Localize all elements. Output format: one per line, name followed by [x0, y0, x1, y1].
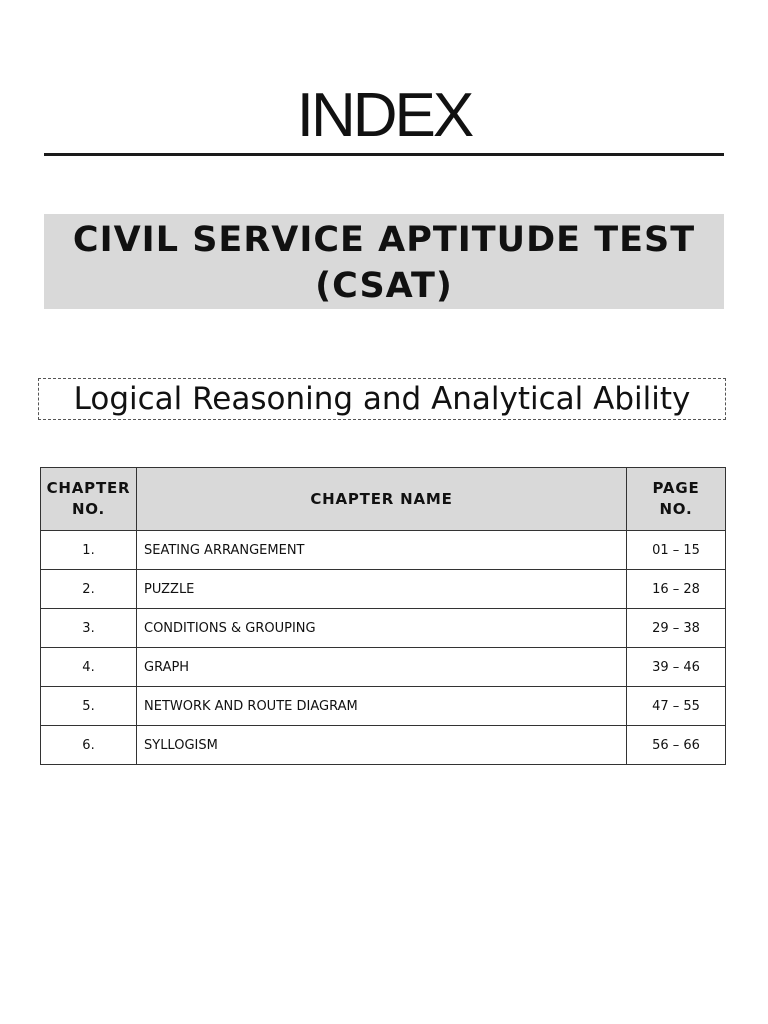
- header-chapter-no-line-1: CHAPTER: [46, 479, 131, 497]
- table-row: [41, 648, 726, 687]
- chapter-number: 1.: [41, 531, 137, 570]
- chapter-number: 6.: [41, 726, 137, 765]
- header-page-no-line-2: NO.: [659, 500, 693, 518]
- table-row: [41, 609, 726, 648]
- chapter-name: GRAPH: [137, 648, 627, 687]
- section-title: Logical Reasoning and Analytical Ability: [38, 378, 726, 420]
- table-header-row: [41, 468, 726, 531]
- table-row: [41, 726, 726, 765]
- header-chapter-no-line-2: NO.: [71, 500, 106, 518]
- page-range: 47 – 55: [627, 687, 726, 726]
- page-range: 39 – 46: [627, 648, 726, 687]
- page-range: 29 – 38: [627, 609, 726, 648]
- chapter-number: 3.: [41, 609, 137, 648]
- page-title: INDEX: [296, 81, 472, 150]
- chapter-name: PUZZLE: [137, 570, 627, 609]
- page-range: 01 – 15: [627, 531, 726, 570]
- chapter-name: SYLLOGISM: [137, 726, 627, 765]
- chapter-name: NETWORK AND ROUTE DIAGRAM: [137, 687, 627, 726]
- title-divider: [44, 153, 724, 156]
- chapter-name: SEATING ARRANGEMENT: [137, 531, 627, 570]
- chapter-index-table: [40, 467, 726, 765]
- chapter-name: CONDITIONS & GROUPING: [137, 609, 627, 648]
- subject-title-line-1: CIVIL SERVICE APTITUDE TEST: [72, 220, 696, 260]
- page-range: 16 – 28: [627, 570, 726, 609]
- header-page-no: [627, 468, 726, 531]
- chapter-number: 5.: [41, 687, 137, 726]
- table-row: [41, 570, 726, 609]
- subject-title-line-2: (CSAT): [315, 266, 453, 306]
- table-row: [41, 531, 726, 570]
- page-range: 56 – 66: [627, 726, 726, 765]
- chapter-number: 2.: [41, 570, 137, 609]
- chapter-number: 4.: [41, 648, 137, 687]
- header-chapter-name: CHAPTER NAME: [137, 468, 627, 531]
- header-chapter-no: [41, 468, 137, 531]
- subject-banner: [44, 214, 724, 309]
- header-page-no-line-1: PAGE: [652, 479, 700, 497]
- table-row: [41, 687, 726, 726]
